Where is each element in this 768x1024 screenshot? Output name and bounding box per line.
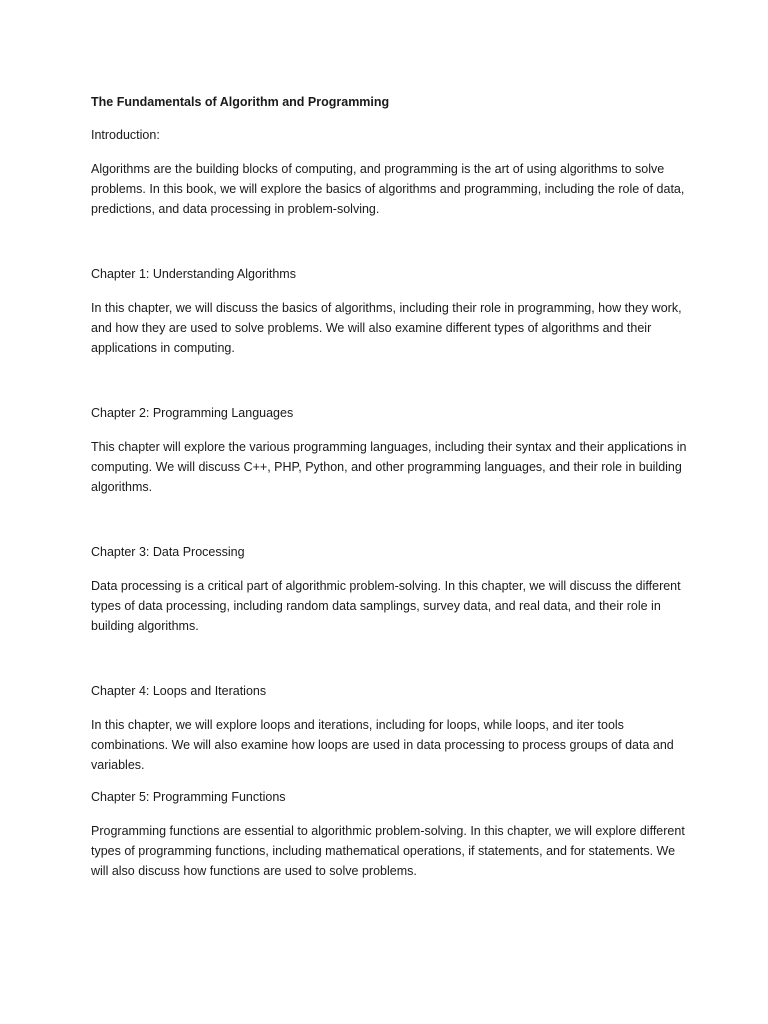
document-title: The Fundamentals of Algorithm and Programming [91,95,390,109]
chapter-5-section [91,788,691,881]
chapter-5-paragraph: Programming functions are essential to algorithmic problem-solving. In this chapter, we will explore different types of programming functions, including mathematical operations, if statements, and for statements. We will also discuss how functions are used to solve problems. [91,824,685,878]
chapter-4-heading: Chapter 4: Loops and Iterations [91,684,267,698]
chapter-1-heading: Chapter 1: Understanding Algorithms [91,267,296,281]
document-page [91,93,691,927]
introduction-section [91,159,691,219]
chapter-3-heading: Chapter 3: Data Processing [91,545,245,559]
chapter-3-paragraph: Data processing is a critical part of algorithmic problem-solving. In this chapter, we will discuss the different types of data processing, including random data samplings, survey data, and real data, and their role in building algorithms. [91,579,681,633]
chapter-5-heading: Chapter 5: Programming Functions [91,790,286,804]
chapter-2-heading: Chapter 2: Programming Languages [91,406,294,420]
chapter-1-section [91,265,691,358]
chapter-4-section [91,682,691,775]
chapter-2-paragraph: This chapter will explore the various programming languages, including their syntax and their applications in computing. We will discuss C++, PHP, Python, and other programming languages, and their role in building algorithms. [91,440,687,494]
introduction-label: Introduction: [91,128,160,142]
chapter-4-paragraph: In this chapter, we will explore loops and iterations, including for loops, while loops, and iter tools combinations. We will also examine how loops are used in data processing to process groups of data and variables. [91,718,674,772]
introduction-paragraph: Algorithms are the building blocks of computing, and programming is the art of using algorithms to solve problems. In this book, we will explore the basics of algorithms and programming, including the role of data, predictions, and data processing in problem-solving. [91,162,685,216]
chapter-1-paragraph: In this chapter, we will discuss the basics of algorithms, including their role in programming, how they work, and how they are used to solve problems. We will also examine different types of algorithms and their applications in computing. [91,301,682,355]
chapter-3-section [91,543,691,636]
chapter-2-section [91,404,691,497]
